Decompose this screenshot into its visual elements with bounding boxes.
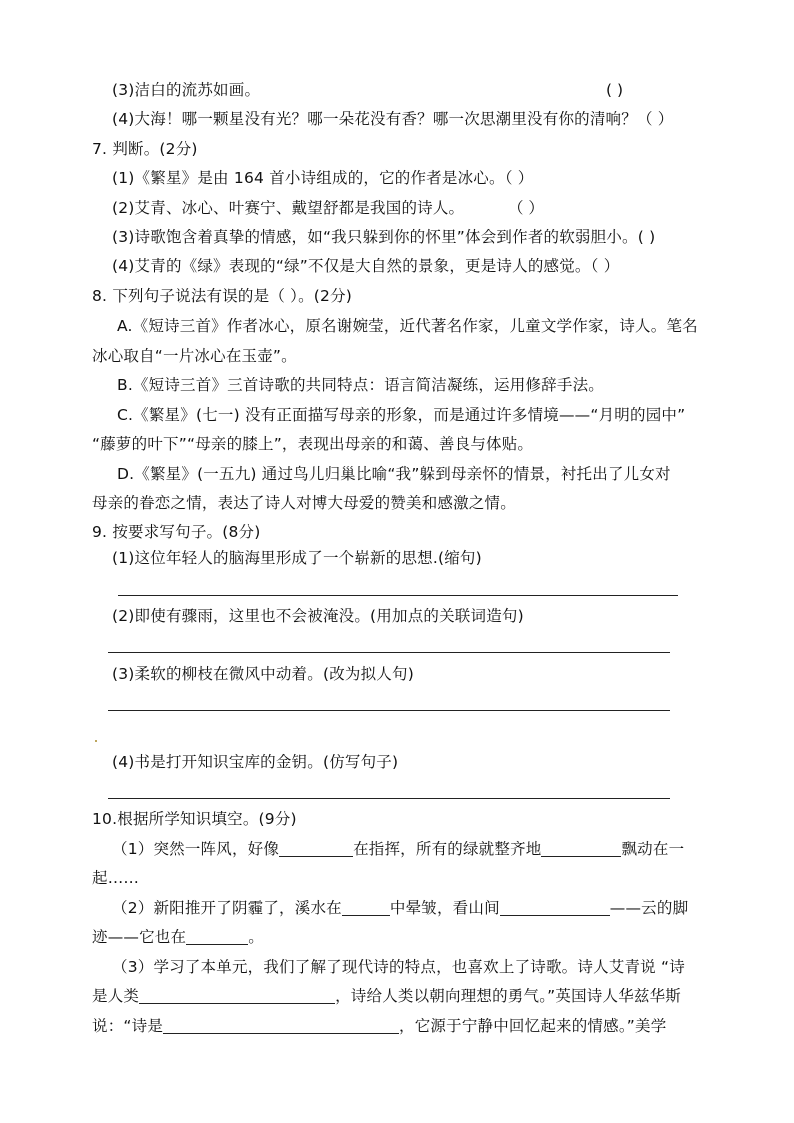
q10-item-2-text-d: 迹——它也在 (92, 928, 187, 946)
q10-item-3-line-1: （3）学习了本单元，我们了解了现代诗的特点，也喜欢上了诗歌。诗人艾青说 “诗 (112, 958, 685, 976)
q10-item-1-text-b: 在指挥，所有的绿就整齐地 (353, 840, 542, 858)
q7-item-1: (1)《繁星》是由 164 首小诗组成的，它的作者是冰心。（ ） (112, 169, 534, 187)
q9-item-3-answer-line[interactable] (108, 710, 670, 711)
q10-item-1-text-a: （1）突然一阵风，好像 (112, 840, 280, 858)
q10-item-2-text-e: 。 (248, 928, 264, 946)
q10-title: 10.根据所学知识填空。(9分) (92, 810, 297, 828)
q8-title: 8. 下列句子说法有误的是（ ）。(2分) (92, 287, 353, 305)
q10-blank-4[interactable] (500, 899, 610, 916)
q9-item-3: (3)柔软的柳枝在微风中动着。(改为拟人句) (112, 665, 414, 683)
q10-blank-5[interactable] (186, 928, 248, 945)
q7-title: 7. 判断。(2分) (92, 140, 198, 158)
q10-item-2-line-2 (92, 927, 264, 947)
q8-option-c-line-1: C.《繁星》(七一) 没有正面描写母亲的形象，而是通过许多情境——“月明的园中” (117, 406, 686, 424)
q9-item-4-answer-line[interactable] (108, 798, 670, 799)
q10-item-3-text-d: 说：“诗是 (92, 1017, 164, 1035)
q10-item-2-line-1 (112, 898, 688, 918)
q8-option-b: B.《短诗三首》三首诗歌的共同特点：语言简洁凝练，运用修辞手法。 (117, 376, 604, 394)
q10-item-1-line-1 (112, 839, 684, 859)
q10-item-3-text-c: ，诗给人类以朝向理想的勇气。”英国诗人华兹华斯 (335, 987, 681, 1005)
q8-option-d-line-2: 母亲的眷恋之情，表达了诗人对博大母爱的赞美和感激之情。 (92, 494, 516, 512)
q9-item-1: (1)这位年轻人的脑海里形成了一个崭新的思想.(缩句) (112, 549, 482, 567)
q10-blank-6[interactable] (139, 987, 335, 1004)
q9-item-2: (2)即使有骤雨，这里也不会被淹没。(用加点的关联词造句) (112, 607, 524, 625)
q10-blank-3[interactable] (342, 899, 390, 916)
q10-item-2-text-b: 中晕皱，看山间 (389, 899, 500, 917)
q7-item-4: (4)艾青的《绿》表现的“绿”不仅是大自然的景象，更是诗人的感觉。（ ） (112, 257, 620, 275)
q10-item-3-text-b: 是人类 (92, 987, 140, 1005)
q7-item-3: (3)诗歌饱含着真挚的情感，如“我只躲到你的怀里”体会到作者的软弱胆小。( ) (112, 228, 656, 246)
q8-option-d-line-1: D.《繁星》(一五九) 通过鸟儿归巢比喻“我”躲到母亲怀的情景，衬托出了儿女对 (117, 465, 671, 483)
q10-blank-7[interactable] (163, 1017, 399, 1034)
q10-item-3-text-e: ，它源于宁静中回忆起来的情感。”美学 (399, 1017, 667, 1035)
q10-item-3-line-3 (92, 1016, 666, 1036)
q10-item-2-text-a: （2）新阳推开了阴霾了，溪水在 (112, 899, 342, 917)
q10-item-1-text-c: 飘动在一 (621, 840, 685, 858)
q7-item-2-answer-paren[interactable]: （ ） (508, 199, 544, 217)
q8-option-a-line-1: A.《短诗三首》作者冰心，原名谢婉莹，近代著名作家，儿童文学作家，诗人。笔名 (117, 317, 698, 335)
q8-option-a-line-2: 冰心取自“一片冰心在玉壶”。 (92, 347, 297, 365)
q10-blank-1[interactable] (279, 840, 353, 857)
q10-blank-2[interactable] (541, 840, 621, 857)
q9-item-2-answer-line[interactable] (108, 652, 670, 653)
q8-option-c-line-2: “藤萝的叶下”“母亲的膝上”，表现出母亲的和蔼、善良与体贴。 (92, 435, 534, 453)
q9-title: 9. 按要求写句子。(8分) (92, 523, 261, 541)
q9-item-4: (4)书是打开知识宝库的金钥。(仿写句子) (112, 753, 399, 771)
q7-item-2: (2)艾青、冰心、叶赛宁、戴望舒都是我国的诗人。 (112, 199, 465, 217)
stray-mark (95, 740, 97, 742)
q6-item-3: (3)洁白的流苏如画。 (112, 81, 261, 99)
q9-item-1-answer-line[interactable] (118, 595, 678, 596)
q10-item-3-line-2 (92, 986, 681, 1006)
q10-item-2-text-c: ——云的脚 (609, 899, 689, 917)
q6-item-3-answer-paren[interactable]: ( ) (606, 81, 624, 99)
q6-item-4: (4)大海！哪一颗星没有光？哪一朵花没有香？哪一次思潮里没有你的清响？（ ） (112, 110, 674, 128)
q10-item-1-line-2: 起…… (92, 869, 140, 887)
